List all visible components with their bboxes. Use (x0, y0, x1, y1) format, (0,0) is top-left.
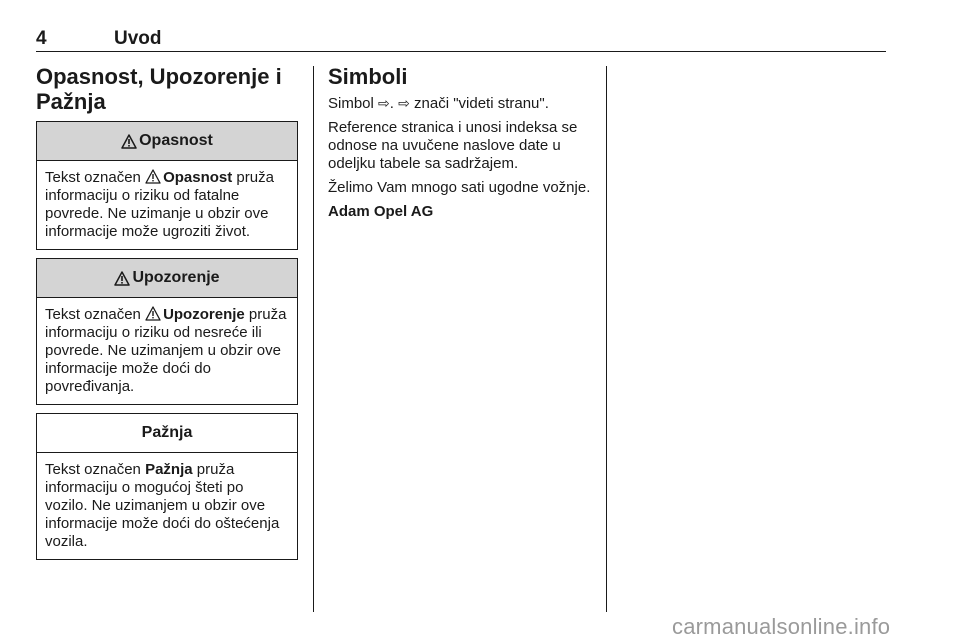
danger-box-title: Opasnost (139, 132, 213, 149)
page-header (36, 28, 886, 50)
danger-box (36, 121, 298, 250)
page-reference-arrow-icon: ⇨ (378, 95, 390, 111)
signature: Adam Opel AG (328, 203, 434, 220)
chapter-title: Uvod (114, 28, 162, 49)
danger-box-header (37, 122, 297, 161)
caution-keyword: Pažnja (145, 461, 193, 478)
warning-box-text: Tekst označen Upozorenje pruža informaciju o riziku od nesreće ili povrede. Ne uzimanjem u obzir ove informacije može doći do povređivanja. (45, 306, 287, 395)
symbols-paragraph: Simbol ⇨. ⇨ znači "videti stranu". (328, 95, 549, 112)
section-title: Opasnost, Upozorenje i Pažnja (36, 64, 282, 114)
warning-keyword: Upozorenje (163, 306, 245, 323)
header-divider (36, 51, 886, 52)
warning-triangle-icon (114, 271, 130, 286)
caution-box-header (37, 414, 297, 453)
danger-box-text: Tekst označen Opasnost pruža informaciju o riziku od fatalne povrede. Ne uzimanje u obzir ove informacije može ugroziti život. (45, 169, 274, 240)
warning-box-title: Upozorenje (132, 269, 220, 286)
danger-keyword: Opasnost (163, 169, 233, 186)
warning-triangle-icon (145, 169, 161, 184)
symbols-title: Simboli (328, 64, 408, 89)
caution-box (36, 413, 298, 560)
caution-box-title: Pažnja (141, 424, 193, 441)
warning-triangle-icon (145, 306, 161, 321)
warning-triangle-icon (121, 134, 137, 149)
warning-box-header (37, 259, 297, 298)
watermark: carmanualsonline.info (672, 614, 891, 639)
caution-box-text: Tekst označen Pažnja pruža informaciju o mogućoj šteti po vozilo. Ne uzimanjem u obzir ove informacije može doći do oštećenja vozila. (45, 461, 280, 550)
column-divider (606, 66, 607, 612)
warning-box (36, 258, 298, 405)
page-reference-arrow-icon: ⇨ (398, 95, 410, 111)
wishes-paragraph: Želimo Vam mnogo sati ugodne vožnje. (328, 179, 591, 196)
page-number: 4 (36, 28, 47, 49)
column-divider (313, 66, 314, 612)
references-paragraph: Reference stranica i unosi indeksa se odnose na uvučene naslove date u odeljku tabele sa sadržajem. (328, 119, 578, 172)
symbols-section (328, 64, 596, 227)
